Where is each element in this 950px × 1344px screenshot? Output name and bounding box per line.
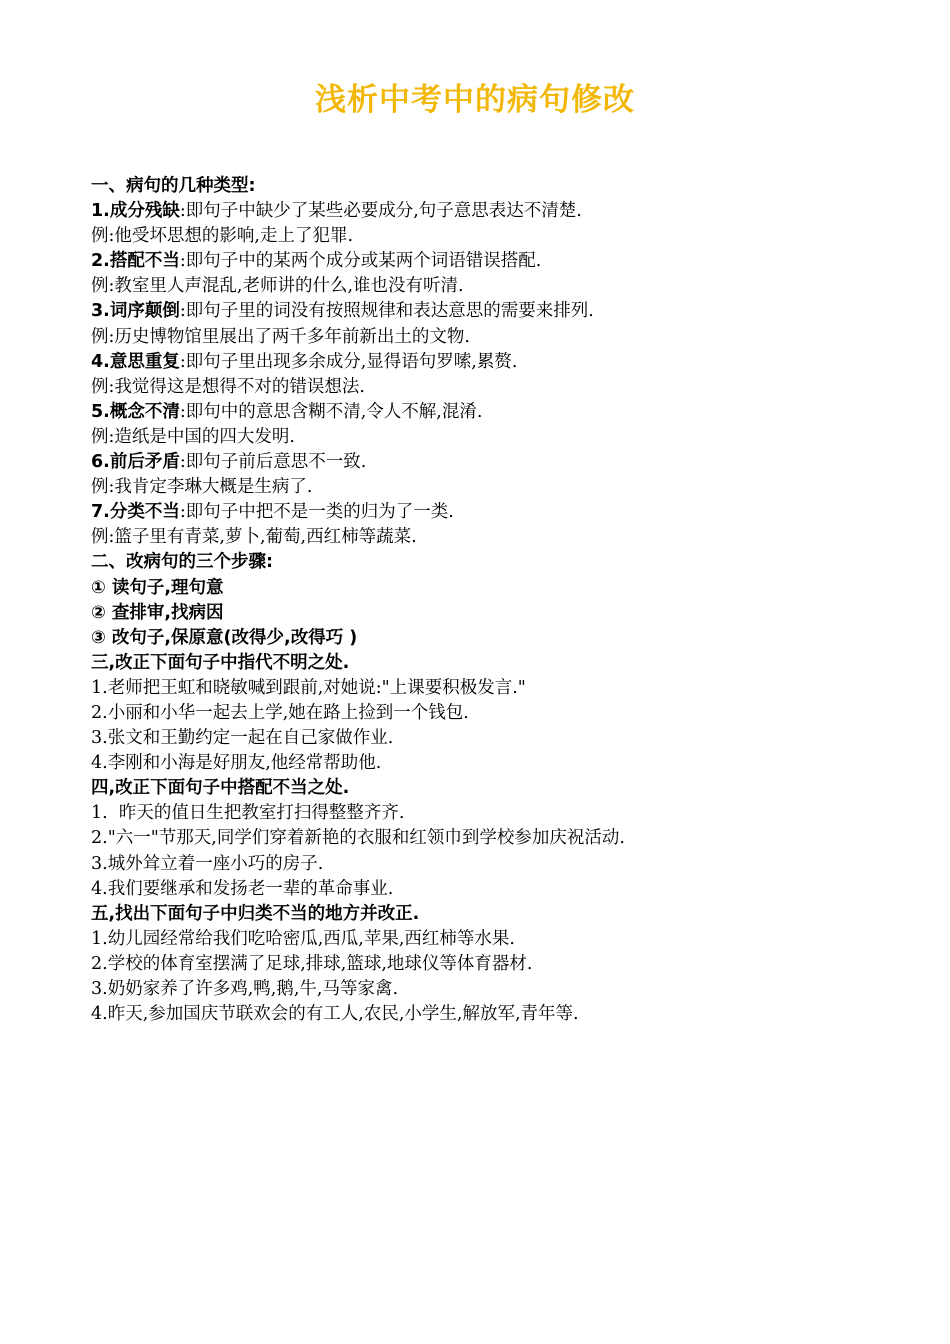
type-3-definition	[91, 299, 891, 324]
step-2: ② 查排审,找病因	[91, 602, 224, 623]
exercise-3-item-4: 4.李刚和小海是好朋友,他经常帮助他.	[91, 753, 382, 774]
type-5-example: 例:造纸是中国的四大发明.	[91, 426, 295, 447]
type-1-definition	[91, 199, 891, 224]
exercise-3-item-2: 2.小丽和小华一起去上学,她在路上捡到一个钱包.	[91, 702, 469, 723]
exercise-4-item-1: 1. 昨天的值日生把教室打扫得整整齐齐.	[91, 803, 405, 824]
section4-heading: 四,改正下面句子中搭配不当之处.	[91, 778, 350, 799]
type-7-example: 例:篮子里有青菜,萝卜,葡萄,西红柿等蔬菜.	[91, 527, 417, 548]
step-3: ③ 改句子,保原意(改得少,改得巧 )	[91, 627, 358, 648]
type-7-definition	[91, 500, 891, 525]
type-5-definition	[91, 400, 891, 425]
type-7-text: :即句子中把不是一类的归为了一类.	[179, 502, 454, 523]
exercise-4-item-3: 3.城外耸立着一座小巧的房子.	[91, 853, 324, 874]
type-3-text: :即句子里的词没有按照规律和表达意思的需要来排列.	[179, 301, 594, 322]
exercise-5-item-3: 3.奶奶家养了许多鸡,鸭,鹅,牛,马等家禽.	[91, 979, 399, 999]
exercise-5-item-1: 1.幼儿园经常给我们吃哈密瓜,西瓜,苹果,西红柿等水果.	[91, 928, 515, 949]
type-5-text: :即句中的意思含糊不清,令人不解,混淆.	[179, 401, 483, 422]
type-1-text: :即句子中缺少了某些必要成分,句子意思表达不清楚.	[179, 201, 582, 222]
section3-heading: 三,改正下面句子中指代不明之处.	[91, 652, 350, 673]
type-1-term: 1.成分残缺	[91, 201, 180, 222]
type-2-text: :即句子中的某两个成分或某两个词语错误搭配.	[179, 251, 542, 272]
section1-heading: 一、病句的几种类型:	[91, 176, 256, 196]
exercise-3-item-1: 1.老师把王虹和晓敏喊到跟前,对她说:"上课要积极发言."	[91, 677, 526, 698]
exercise-5-item-2: 2.学校的体育室摆满了足球,排球,篮球,地球仪等体育器材.	[91, 953, 533, 974]
exercise-4-item-4: 4.我们要继承和发扬老一辈的革命事业.	[91, 878, 394, 899]
type-3-term: 3.词序颠倒	[91, 301, 180, 322]
section5-heading: 五,找出下面句子中归类不当的地方并改正.	[91, 903, 420, 924]
type-4-example: 例:我觉得这是想得不对的错误想法.	[91, 376, 365, 397]
type-7-term: 7.分类不当	[91, 502, 180, 523]
type-3-example: 例:历史博物馆里展出了两千多年前新出土的文物.	[91, 326, 470, 347]
type-6-definition	[91, 450, 891, 475]
exercise-5-item-4: 4.昨天,参加国庆节联欢会的有工人,农民,小学生,解放军,青年等.	[91, 1004, 579, 1025]
type-6-term: 6.前后矛盾	[91, 452, 180, 473]
exercise-3-item-3: 3.张文和王勤约定一起在自己家做作业.	[91, 728, 394, 749]
type-4-text: :即句子里出现多余成分,显得语句罗嗦,累赘.	[179, 351, 518, 372]
step-1: ① 读句子,理句意	[91, 577, 224, 598]
exercise-4-item-2: 2."六一"节那天,同学们穿着新艳的衣服和红领巾到学校参加庆祝活动.	[91, 828, 625, 849]
type-6-example: 例:我肯定李琳大概是生病了.	[91, 477, 313, 498]
type-6-text: :即句子前后意思不一致.	[179, 452, 367, 473]
document-title: 浅析中考中的病句修改	[315, 82, 635, 118]
type-2-term: 2.搭配不当	[91, 251, 180, 272]
type-2-definition	[91, 249, 891, 274]
type-5-term: 5.概念不清	[91, 401, 180, 422]
section2-heading: 二、改病句的三个步骤:	[91, 552, 273, 573]
type-4-term: 4.意思重复	[91, 351, 180, 372]
type-1-example: 例:他受坏思想的影响,走上了犯罪.	[91, 226, 354, 247]
document-body	[91, 174, 891, 1027]
type-4-definition	[91, 350, 891, 375]
type-2-example: 例:教室里人声混乱,老师讲的什么,谁也没有听清.	[91, 276, 464, 297]
